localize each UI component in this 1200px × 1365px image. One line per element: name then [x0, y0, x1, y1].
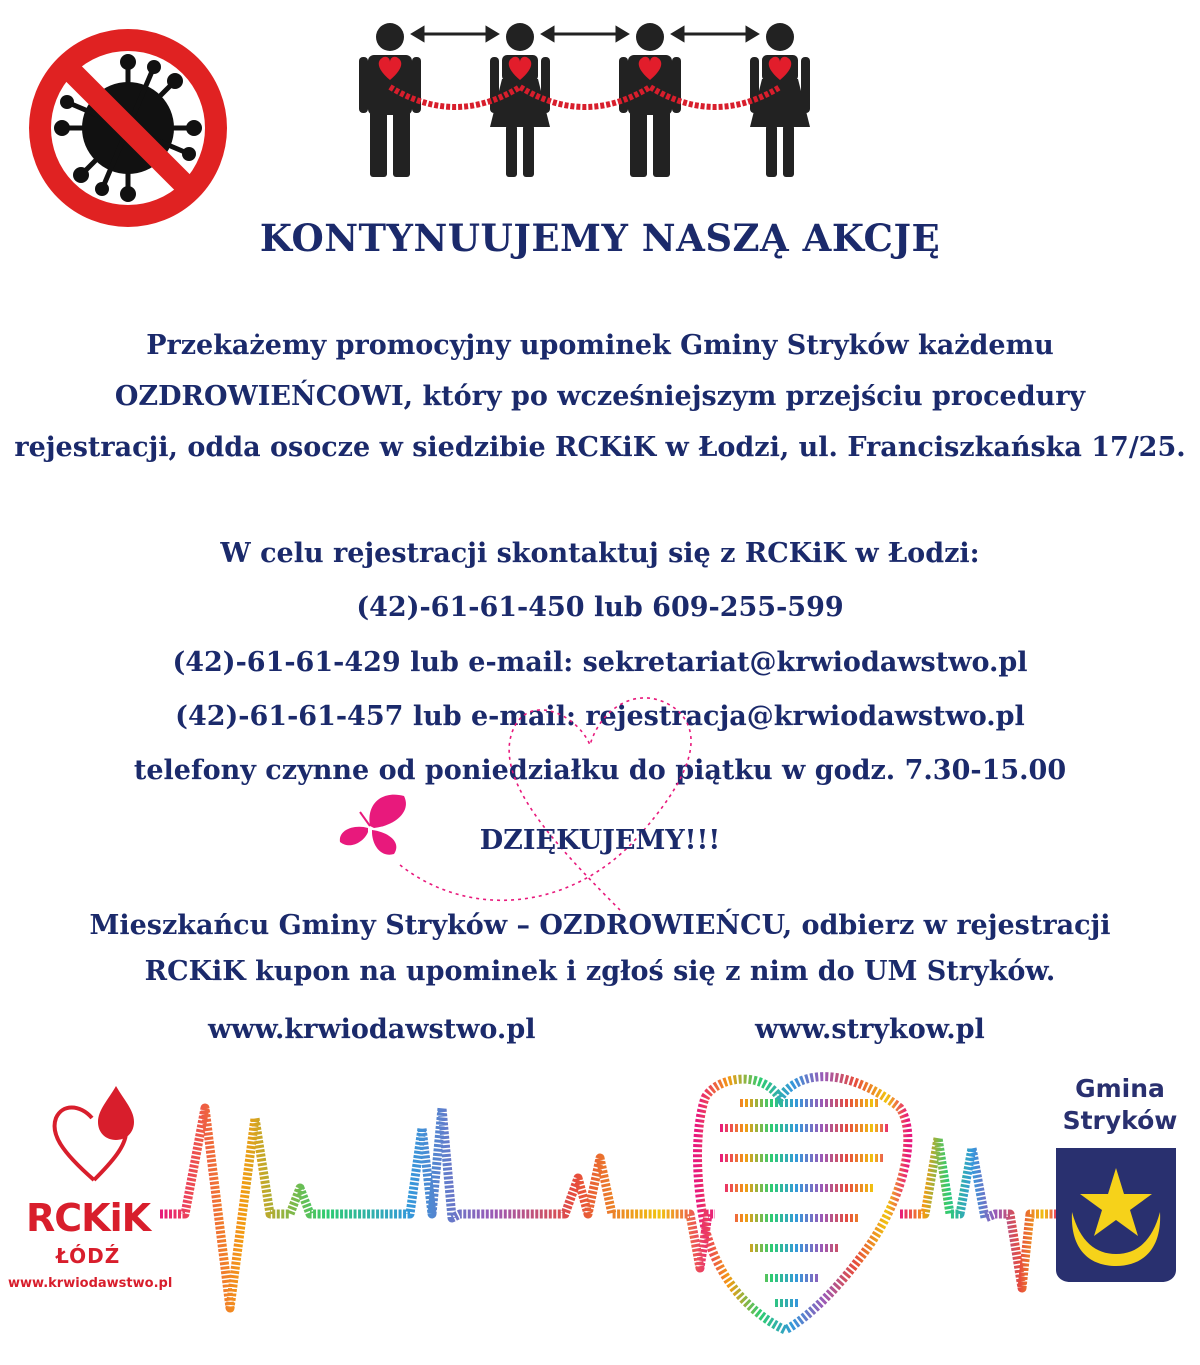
dotted-heart-decoration	[390, 690, 720, 920]
rckik-logo-city: ŁÓDŹ	[56, 1244, 121, 1268]
contact-heading: W celu rejestracji skontaktuj się z RCKiK w Łodzi:	[220, 538, 980, 569]
intro-line-3: rejestracji, odda osocze w siedzibie RCKiK w Łodzi, ul. Franciszkańska 17/25.	[14, 432, 1186, 463]
contact-phone-1: (42)-61-61-450 lub 609-255-599	[356, 592, 844, 623]
rckik-logo-url: www.krwiodawstwo.pl	[8, 1276, 173, 1291]
intro-line-2: OZDROWIEŃCOWI, który po wcześniejszym przejściu procedury	[114, 381, 1086, 412]
intro-line-1: Przekażemy promocyjny upominek Gminy Stryków każdemu	[146, 330, 1054, 361]
contact-hours: telefony czynne od poniedziałku do piątku w godz. 7.30-15.00	[133, 755, 1067, 786]
contact-phone-3: (42)-61-61-457 lub e-mail: rejestracja@krwiodawstwo.pl	[175, 701, 1025, 732]
no-virus-icon	[27, 27, 229, 229]
coat-of-arms-icon	[1054, 1146, 1178, 1284]
social-distance-people-icon	[355, 12, 815, 182]
rckik-logo-name: RCKiK	[26, 1196, 151, 1240]
link-strykow[interactable]: www.strykow.pl	[755, 1014, 985, 1045]
page-title: KONTYNUUJEMY NASZĄ AKCJĘ	[259, 216, 941, 260]
heartbeat-line-icon	[160, 1068, 1060, 1334]
blood-drop-icon	[42, 1082, 152, 1192]
thanks-text: DZIĘKUJEMY!!!	[479, 825, 721, 856]
resident-line-2: RCKiK kupon na upominek i zgłoś się z nim do UM Stryków.	[144, 956, 1056, 987]
gmina-logo-line1: Gmina	[1075, 1074, 1165, 1103]
resident-line-1: Mieszkańcu Gminy Stryków – OZDROWIEŃCU, odbierz w rejestracji	[89, 910, 1111, 941]
contact-phone-2: (42)-61-61-429 lub e-mail: sekretariat@krwiodawstwo.pl	[172, 647, 1028, 678]
gmina-logo-line2: Stryków	[1062, 1106, 1178, 1135]
link-krwiodawstwo[interactable]: www.krwiodawstwo.pl	[208, 1014, 536, 1045]
